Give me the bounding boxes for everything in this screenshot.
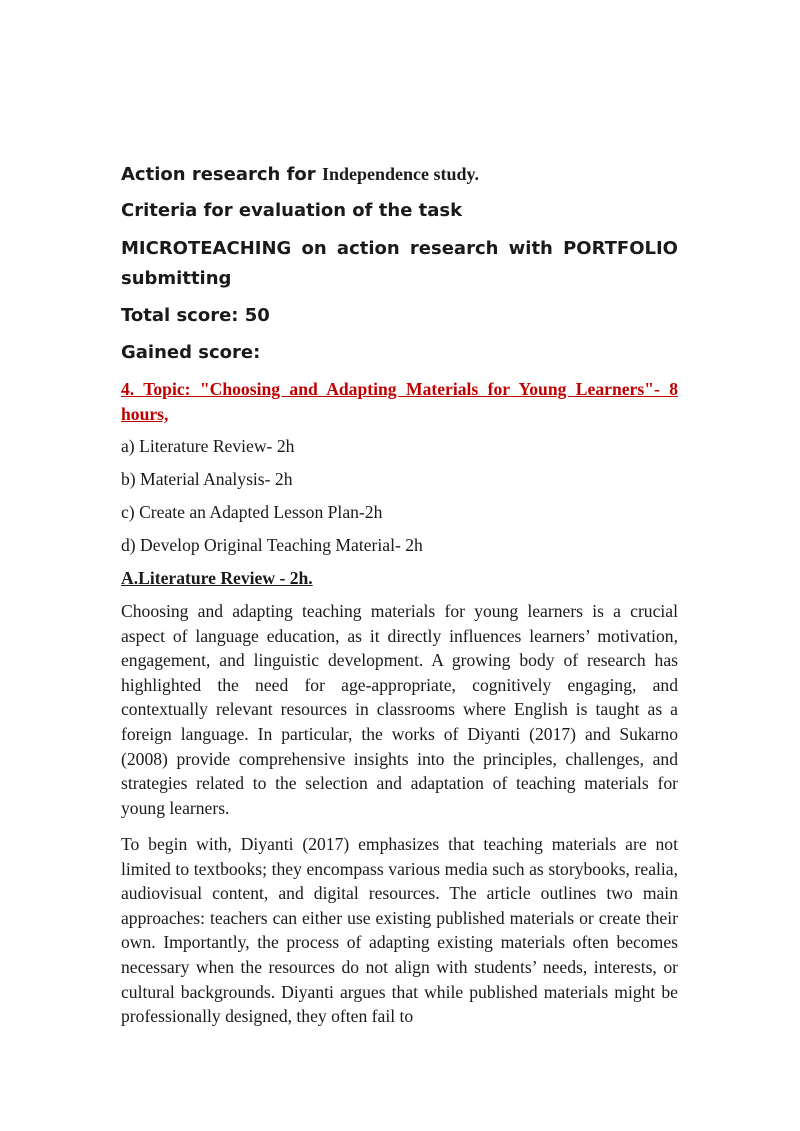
body-paragraph: Choosing and adapting teaching materials for young learners is a crucial aspect of language education, as it directly influences learners’ motivation, engagement, and linguistic development. A growing body of research has highlighted the need for age-appropriate, cognitively engaging, and contextually relevant resources in classrooms where English is taught as a foreign language. In particular, the works of Diyanti (2017) and Sukarno (2008) provide comprehensive insights into the principles, challenges, and strategies related to the selection and adaptation of teaching materials for young learners. — [121, 601, 678, 818]
total-score: Total score: 50 — [121, 305, 270, 326]
task-item-lesson-plan: c) Create an Adapted Lesson Plan-2h — [121, 502, 383, 522]
title-suffix: Independence study. — [321, 164, 479, 184]
criteria-heading: Criteria for evaluation of the task — [121, 200, 463, 221]
task-item-teaching-material: d) Develop Original Teaching Material- 2h — [121, 535, 423, 555]
task-item-material-analysis: b) Material Analysis- 2h — [121, 469, 293, 489]
title-prefix: Action research for — [121, 164, 322, 185]
document-page — [121, 0, 678, 1131]
body-paragraph: To begin with, Diyanti (2017) emphasizes that teaching materials are not limited to textbooks; they encompass various media such as storybooks, realia, audiovisual content, and digital resources. The article outlines two main approaches: teachers can either use existing published materials or create their own. Importantly, the process of adapting existing materials often becomes necessary when the resources do not align with students’ needs, interests, or cultural backgrounds. Diyanti argues that while published materials might be professionally designed, they often fail to — [121, 834, 678, 1027]
document-title — [121, 159, 479, 190]
topic-heading: 4. Topic: "Choosing and Adapting Materials for Young Learners"- 8 hours, — [121, 379, 678, 424]
microteaching-heading: MICROTEACHING on action research with PORTFOLIO submitting — [121, 238, 678, 289]
section-heading: A.Literature Review - 2h. — [121, 568, 313, 588]
task-item-literature-review: a) Literature Review- 2h — [121, 436, 295, 456]
gained-score: Gained score: — [121, 342, 261, 363]
task-list — [121, 434, 678, 566]
